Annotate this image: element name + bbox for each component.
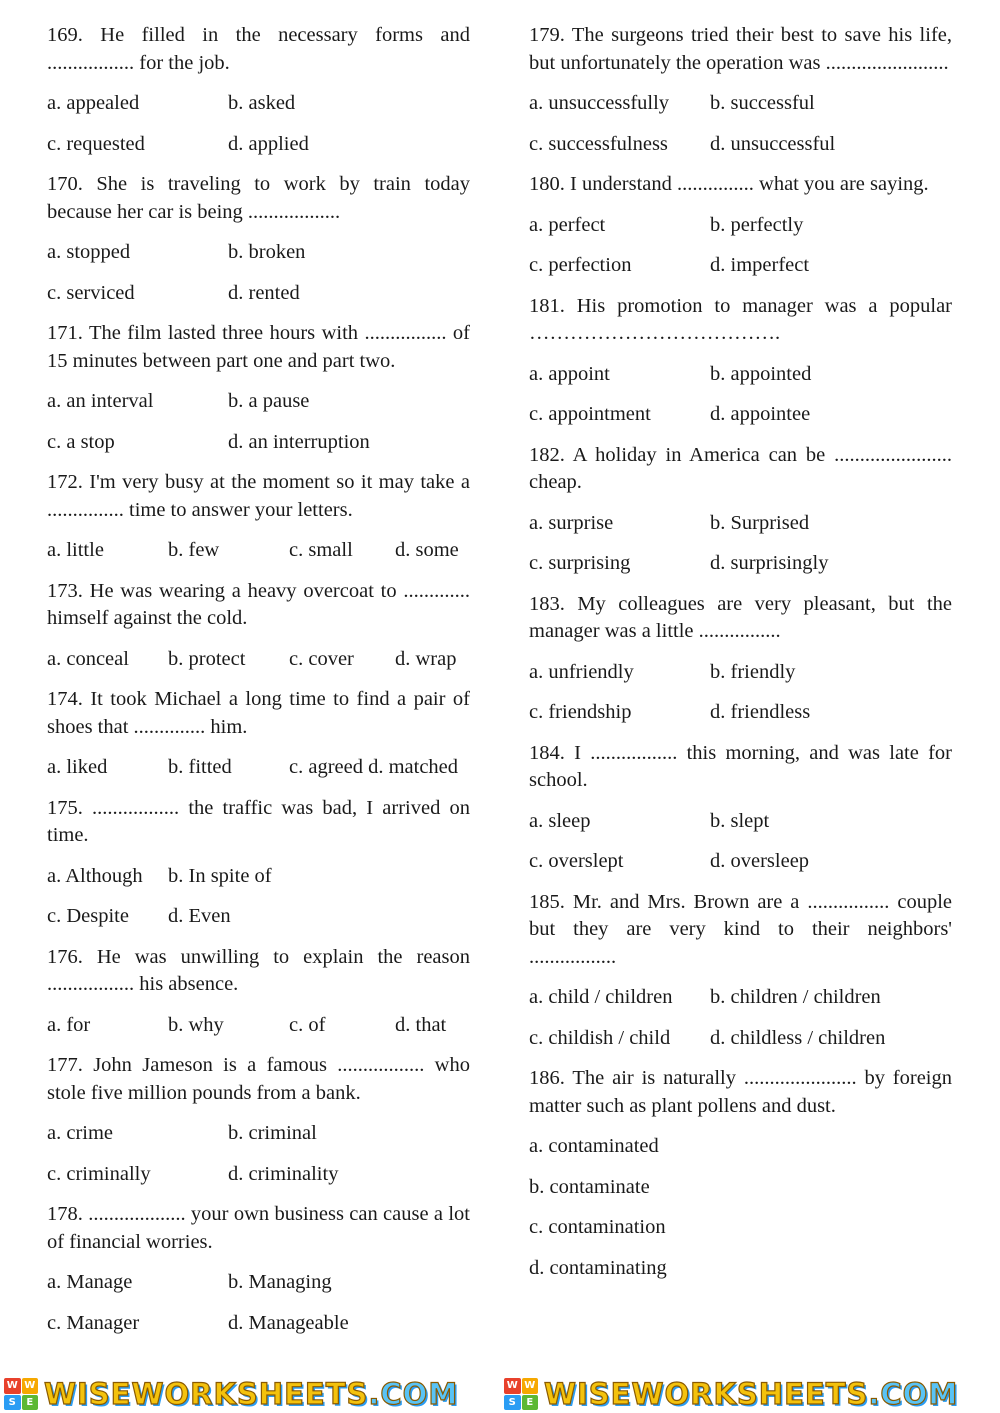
question-item xyxy=(47,1052,470,1188)
answer-option: b. criminal xyxy=(228,1122,317,1144)
answer-option xyxy=(395,863,470,891)
answer-option: c. appointment xyxy=(529,403,651,425)
answer-option: a. contaminated xyxy=(529,1135,659,1157)
question-stem: 170. She is traveling to work by train today because her car is being .................. xyxy=(47,173,470,223)
answer-options-row xyxy=(529,1255,952,1283)
answer-options-row xyxy=(47,239,470,267)
answer-options-row xyxy=(529,808,952,836)
answer-options-row xyxy=(529,550,952,578)
answer-option: d. that xyxy=(395,1013,447,1036)
answer-option: d. wrap xyxy=(395,647,457,670)
answer-option: a. perfect xyxy=(529,213,606,236)
answer-options-row xyxy=(47,1120,470,1148)
question-stem: 169. He filled in the necessary forms and ................. for the job. xyxy=(47,24,470,74)
answer-option: d. criminality xyxy=(228,1162,339,1185)
question-stem: 177. John Jameson is a famous ................. who stole five million pounds from a bank. xyxy=(47,1054,470,1104)
question-item xyxy=(47,469,470,565)
brand-text: WISEWORKSHEETS.COM xyxy=(544,1377,959,1411)
answer-option: d. contaminating xyxy=(529,1256,667,1279)
answer-option: c. surprising xyxy=(529,552,631,574)
answer-options-row xyxy=(529,401,952,429)
question-item xyxy=(47,1201,470,1337)
answer-option: a. for xyxy=(47,1013,91,1036)
answer-option: a. appoint xyxy=(529,362,610,385)
answer-options-row xyxy=(47,1012,470,1040)
answer-option: b. contaminate xyxy=(529,1175,650,1198)
answer-option: d. oversleep xyxy=(710,850,810,872)
question-item xyxy=(47,686,470,782)
answer-option: d. surprisingly xyxy=(710,552,829,574)
answer-option: a. unsuccessfully xyxy=(529,92,670,114)
answer-option: c. serviced xyxy=(47,281,135,304)
question-stem: 181. His promotion to manager was a popular ………………………………. xyxy=(529,294,952,344)
answer-options-row xyxy=(47,1310,470,1338)
answer-option: c. Manager xyxy=(47,1311,140,1334)
question-stem: 178. ................... your own business can cause a lot of financial worries. xyxy=(47,1203,470,1253)
answer-options-row xyxy=(47,646,470,674)
answer-option: b. friendly xyxy=(710,660,796,683)
answer-option: c. a stop xyxy=(47,430,115,453)
right-column xyxy=(529,22,952,1295)
answer-option: d. imperfect xyxy=(710,254,810,276)
answer-option: b. asked xyxy=(228,92,296,114)
question-item xyxy=(47,578,470,674)
question-item xyxy=(47,320,470,456)
answer-option: a. unfriendly xyxy=(529,660,634,683)
answer-options-row xyxy=(47,1269,470,1297)
answer-option: b. fitted xyxy=(168,756,232,778)
answer-option: a. sleep xyxy=(529,809,591,832)
answer-options-row xyxy=(529,252,952,280)
answer-option: c. overslept xyxy=(529,850,624,872)
answer-option: b. children / children xyxy=(710,986,881,1008)
answer-options-row xyxy=(47,537,470,565)
answer-option: d. applied xyxy=(228,132,309,155)
question-stem: 171. The film lasted three hours with ................ of 15 minutes between part one and part two. xyxy=(47,322,470,372)
answer-options-row xyxy=(529,1133,952,1161)
answer-option: d. Even xyxy=(168,905,231,927)
footer-watermark xyxy=(0,1376,1000,1413)
answer-options-row xyxy=(529,90,952,118)
answer-option: b. Surprised xyxy=(710,511,810,534)
question-item xyxy=(47,944,470,1040)
answer-option: c. criminally xyxy=(47,1162,151,1185)
answer-option: b. perfectly xyxy=(710,213,804,236)
question-stem: 180. I understand ............... what you are saying. xyxy=(529,173,929,195)
answer-option: b. slept xyxy=(710,809,770,832)
answer-option: b. protect xyxy=(168,647,246,670)
answer-option: b. broken xyxy=(228,241,306,263)
answer-option: b. Managing xyxy=(228,1271,332,1293)
answer-options-row xyxy=(47,1161,470,1189)
answer-options-row xyxy=(47,429,470,457)
brand-logo xyxy=(504,1378,958,1410)
answer-option: d. friendless xyxy=(710,701,811,723)
answer-option: d. some xyxy=(395,539,459,561)
question-stem: 183. My colleagues are very pleasant, but the manager was a little ................ xyxy=(529,592,952,642)
answer-option: c. requested xyxy=(47,132,145,155)
answer-option: c. agreed d. matched xyxy=(289,756,459,778)
answer-options-row xyxy=(47,903,470,931)
answer-option: d. an interruption xyxy=(228,430,370,453)
answer-option: b. In spite of xyxy=(168,864,272,887)
answer-option: a. Manage xyxy=(47,1271,133,1293)
question-stem: 179. The surgeons tried their best to save his life, but unfortunately the operation was ........................ xyxy=(529,24,952,74)
question-item xyxy=(529,1065,952,1282)
question-stem: 186. The air is naturally ...................... by foreign matter such as plant pollens and dust. xyxy=(529,1067,952,1117)
answer-option: c. perfection xyxy=(529,254,632,276)
answer-option: d. rented xyxy=(228,281,300,304)
answer-option: a. crime xyxy=(47,1122,114,1144)
answer-option: c. Despite xyxy=(47,905,129,927)
brand-logo xyxy=(4,1378,458,1410)
question-item xyxy=(529,591,952,727)
answer-option: a. child / children xyxy=(529,986,673,1008)
answer-option xyxy=(289,903,395,931)
answer-options-row xyxy=(529,510,952,538)
question-item xyxy=(529,22,952,158)
brand-text: WISEWORKSHEETS.COM xyxy=(44,1377,459,1411)
wiseworksheets-logo-icon: W W S E xyxy=(504,1378,538,1410)
answer-option: d. Manageable xyxy=(228,1311,349,1334)
answer-option: a. liked xyxy=(47,756,108,778)
question-stem: 172. I'm very busy at the moment so it may take a ............... time to answer your letters. xyxy=(47,471,470,521)
question-item xyxy=(529,293,952,429)
answer-options-row xyxy=(529,131,952,159)
answer-options-row xyxy=(47,280,470,308)
answer-option xyxy=(289,863,395,891)
left-column xyxy=(47,22,470,1350)
answer-options-row xyxy=(529,212,952,240)
question-stem: 182. A holiday in America can be ....................... cheap. xyxy=(529,443,952,493)
question-item xyxy=(529,442,952,578)
answer-options-row xyxy=(529,984,952,1012)
answer-option: c. friendship xyxy=(529,701,632,723)
question-stem: 176. He was unwilling to explain the reason ................. his absence. xyxy=(47,945,470,995)
answer-option: c. childish / child xyxy=(529,1026,671,1049)
answer-options-row xyxy=(529,699,952,727)
answer-options-row xyxy=(529,1025,952,1053)
answer-option xyxy=(395,903,470,931)
answer-options-row xyxy=(47,754,470,782)
question-item xyxy=(47,795,470,931)
answer-options-row xyxy=(47,90,470,118)
answer-option: c. small xyxy=(289,539,353,561)
question-stem: 184. I ................. this morning, and was late for school. xyxy=(529,741,952,791)
question-item xyxy=(47,22,470,158)
question-stem: 175. ................. the traffic was bad, I arrived on time. xyxy=(47,796,470,846)
answer-option: b. few xyxy=(168,539,220,561)
answer-options-row xyxy=(529,848,952,876)
answer-option: a. stopped xyxy=(47,241,131,263)
answer-option: a. little xyxy=(47,539,104,561)
answer-option: a. appealed xyxy=(47,92,140,114)
answer-options-row xyxy=(529,1214,952,1242)
answer-option: c. successfulness xyxy=(529,132,668,155)
answer-option: b. why xyxy=(168,1013,224,1036)
answer-option: b. appointed xyxy=(710,362,812,385)
answer-option: d. appointee xyxy=(710,403,811,425)
answer-option: a. conceal xyxy=(47,647,129,670)
answer-option: a. an interval xyxy=(47,390,154,412)
question-stem: 173. He was wearing a heavy overcoat to ............. himself against the cold. xyxy=(47,579,470,629)
answer-option: c. of xyxy=(289,1013,326,1036)
answer-option: a. Although xyxy=(47,864,143,887)
question-item xyxy=(529,889,952,1053)
question-item xyxy=(529,740,952,876)
answer-option: c. cover xyxy=(289,647,354,670)
answer-options-row xyxy=(47,131,470,159)
answer-options-row xyxy=(529,361,952,389)
answer-options-row xyxy=(529,1174,952,1202)
answer-options-row xyxy=(47,388,470,416)
question-item xyxy=(47,171,470,307)
wiseworksheets-logo-icon: W W S E xyxy=(4,1378,38,1410)
answer-option: b. a pause xyxy=(228,390,310,412)
answer-options-row xyxy=(529,659,952,687)
answer-option: d. childless / children xyxy=(710,1026,886,1049)
answer-option: c. contamination xyxy=(529,1216,666,1238)
question-stem: 174. It took Michael a long time to find a pair of shoes that .............. him. xyxy=(47,688,470,738)
answer-option: a. surprise xyxy=(529,511,614,534)
question-item xyxy=(529,171,952,280)
answer-option: b. successful xyxy=(710,92,815,114)
answer-options-row xyxy=(47,863,470,891)
answer-option: d. unsuccessful xyxy=(710,132,836,155)
question-stem: 185. Mr. and Mrs. Brown are a ................ couple but they are very kind to their neighbors' ................. xyxy=(529,890,952,968)
